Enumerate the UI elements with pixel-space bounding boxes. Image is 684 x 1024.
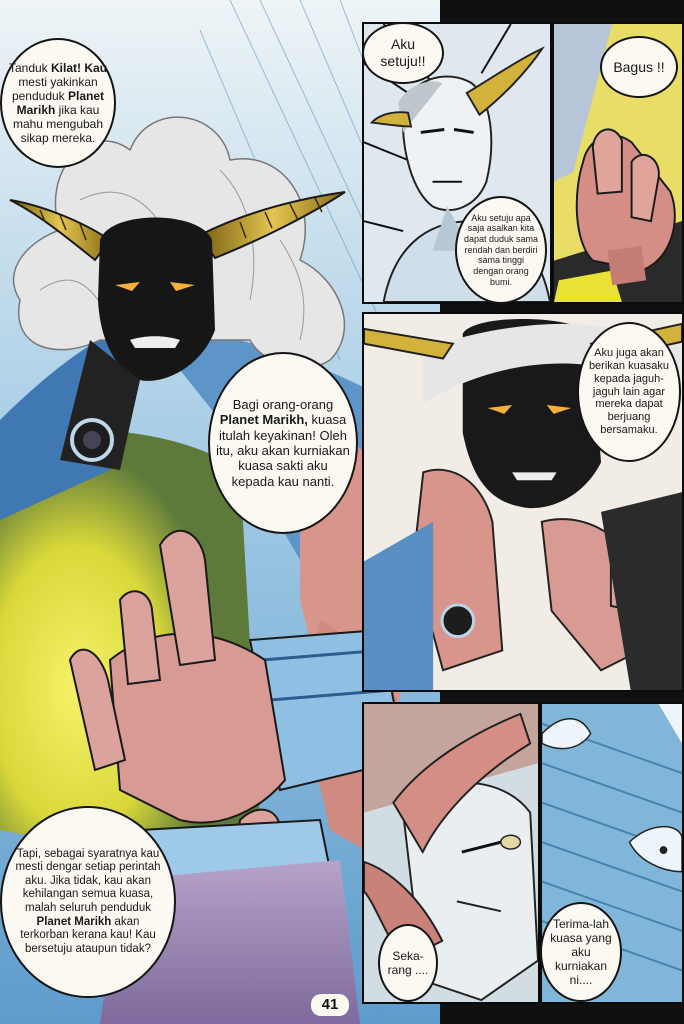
bubble-text: Aku juga akan berikan kuasaku kepada jaguh-jaguh lain agar mereka dapat berjuang bersamaku. [588,346,670,437]
speech-bubble-bagus [600,36,678,98]
bubble-text-post: akan terkorban kerana kau! Kau bersetuju ataupun tidak? [20,915,156,955]
page-number: 41 [311,994,349,1016]
bubble-text-pre: Tanduk [8,60,48,75]
bubble-text-pre: Bagi orang-orang [232,397,334,413]
speech-bubble-sekarang [378,924,438,1002]
speech-bubble-tapi-sebagai-syaratnya [0,806,176,998]
bubble-text-mid: mesti yakinkan penduduk [11,74,98,103]
bubble-text-bold: Planet Marikh, [219,412,308,428]
speech-bubble-aku-setuju [362,22,444,84]
speech-bubble-bagi-orang-orang [208,352,358,534]
bubble-text-pre: Tapi, sebagai syaratnya kau mesti dengar setiap perintah aku. Jika tidak, kau akan kehilangan semua kuasa, malah seluruh penduduk [15,847,161,914]
bubble-text: Aku setuju!! [380,36,426,69]
bubble-text-post: jika kau mahu mengubah sikap mereka. [12,103,104,146]
bubble-text-bold: Planet Marikh [36,915,112,928]
speech-bubble-aku-setuju-apa-saja [455,196,547,304]
bubble-text-bold: Kilat! Kau [51,60,108,75]
speech-bubble-tanduk-kilat [0,38,116,168]
bubble-text: Aku setuju apa saja asalkan kita dapat duduk sama rendah dan berdiri sama tinggi dengan orang bumi. [463,212,539,287]
bubble-text-post: kuasa itulah keyakinan! Oleh itu, aku akan kurniakan kuasa sakti aku kepada kau nanti. [216,412,350,489]
bubble-text: Terima-lah kuasa yang aku kurniakan ni.... [550,916,612,988]
speech-bubble-terimalah [540,902,622,1002]
bubble-text-bold: Planet Marikh [16,88,105,117]
speech-bubble-aku-juga [577,322,681,462]
bubble-text: Seka-rang .... [387,948,429,977]
bubble-text: Bagus !! [613,58,665,75]
